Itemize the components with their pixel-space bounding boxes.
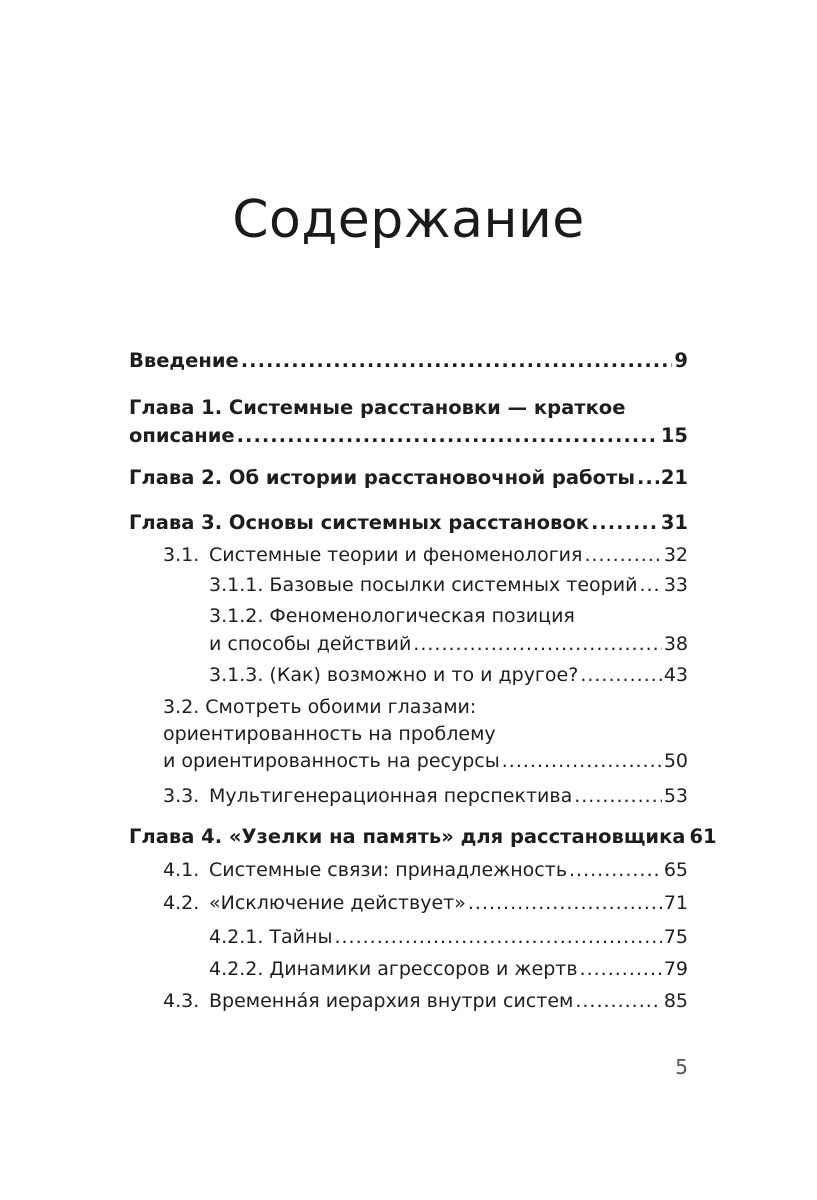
toc-entry-4-2[interactable]	[163, 888, 688, 918]
toc-entry-4-3[interactable]	[163, 986, 688, 1016]
toc-label: Мультигенерационная перспектива	[209, 785, 573, 807]
leader-dots	[502, 746, 662, 776]
toc-number: 3.3.	[163, 785, 200, 807]
toc-label: 3.1.3. (Как) возможно и то и другое?	[209, 664, 579, 686]
toc-label: Временна́я иерархия внутри систем	[209, 990, 574, 1012]
toc-page: 15	[660, 424, 688, 447]
toc-entry-3-1-1[interactable]	[209, 570, 688, 600]
toc-number: 4.1.	[163, 859, 200, 881]
toc-number: 4.2.	[163, 892, 200, 914]
toc-label: и ориентированность на ресурсы	[163, 750, 500, 772]
toc-entry-ch3[interactable]	[129, 508, 688, 538]
toc-label-group	[163, 888, 466, 918]
toc-page: 33	[663, 574, 688, 596]
leader-dots	[574, 781, 662, 811]
toc-entry-3-2-line1[interactable]: 3.2. Смотреть обоими глазами:	[163, 696, 477, 718]
toc-entry-4-2-2[interactable]	[209, 954, 688, 984]
toc-label: «Исключение действует»	[209, 892, 466, 914]
leader-dots	[580, 954, 662, 984]
page-number: 5	[675, 1055, 688, 1079]
toc-label: Введение	[129, 349, 239, 372]
toc-label: Системные теории и феноменология	[209, 544, 583, 566]
toc-number: 4.3.	[163, 990, 200, 1012]
toc-entry-intro[interactable]	[129, 346, 688, 376]
toc-number: 3.1.	[163, 544, 200, 566]
toc-page: 32	[663, 544, 688, 566]
leader-dots	[637, 463, 659, 493]
toc-page: 75	[663, 926, 688, 948]
toc-page: 61	[689, 825, 717, 848]
toc-entry-3-2-line2[interactable]: ориентированность на проблему	[163, 723, 496, 745]
toc-label: Системные связи: принадлежность	[209, 859, 568, 881]
toc-page: 38	[663, 633, 688, 655]
toc-page: 50	[663, 750, 688, 772]
leader-dots	[569, 855, 662, 885]
toc-label-group	[163, 540, 582, 570]
toc-label: описание	[129, 424, 235, 447]
leader-dots	[334, 922, 661, 952]
toc-label: и способы действий	[209, 633, 412, 655]
toc-label-group	[163, 781, 572, 811]
toc-entry-4-1[interactable]	[163, 855, 688, 885]
leader-dots	[591, 508, 659, 538]
toc-label: 4.2.1. Тайны	[209, 926, 333, 948]
toc-label: Глава 2. Об истории расстановочной работы	[129, 466, 635, 489]
toc-label-group	[163, 855, 567, 885]
toc-entry-3-1-2[interactable]	[209, 629, 688, 659]
leader-dots	[580, 660, 662, 690]
toc-entry-3-1[interactable]	[163, 540, 688, 570]
toc-page: 9	[674, 349, 688, 372]
toc-page: 65	[663, 859, 688, 881]
toc-label: Глава 3. Основы системных расстановок	[129, 511, 589, 534]
toc-entry-3-1-3[interactable]	[209, 660, 688, 690]
toc-entry-ch1-line1[interactable]: Глава 1. Системные расстановки — краткое	[129, 396, 626, 419]
toc-entry-ch2[interactable]	[129, 463, 688, 493]
toc-page: 71	[663, 892, 688, 914]
toc-label: 4.2.2. Динамики агрессоров и жертв	[209, 958, 578, 980]
leader-dots	[468, 888, 662, 918]
leader-dots	[413, 629, 662, 659]
leader-dots	[584, 540, 661, 570]
leader-dots	[237, 421, 659, 451]
toc-page: 31	[660, 511, 688, 534]
toc-entry-4-2-1[interactable]	[209, 922, 688, 952]
toc-entry-ch4[interactable]	[129, 822, 717, 852]
toc-label: Глава 4. «Узелки на память» для расстановщика	[129, 825, 686, 848]
page-title: Содержание	[232, 190, 585, 250]
toc-entry-3-2[interactable]	[163, 746, 688, 776]
leader-dots	[241, 346, 673, 376]
toc-entry-3-3[interactable]	[163, 781, 688, 811]
toc-page: 43	[663, 664, 688, 686]
toc-label: 3.1.1. Базовые посылки системных теорий	[209, 574, 638, 596]
toc-page: 53	[663, 785, 688, 807]
leader-dots	[639, 570, 661, 600]
toc-page: 85	[663, 990, 688, 1012]
toc-label-group	[163, 986, 573, 1016]
leader-dots	[575, 986, 661, 1016]
toc-page: 79	[663, 958, 688, 980]
toc-entry-ch1[interactable]	[129, 421, 688, 451]
toc-page: 21	[660, 466, 688, 489]
toc-entry-3-1-2-line1[interactable]: 3.1.2. Феноменологическая позиция	[209, 605, 575, 627]
